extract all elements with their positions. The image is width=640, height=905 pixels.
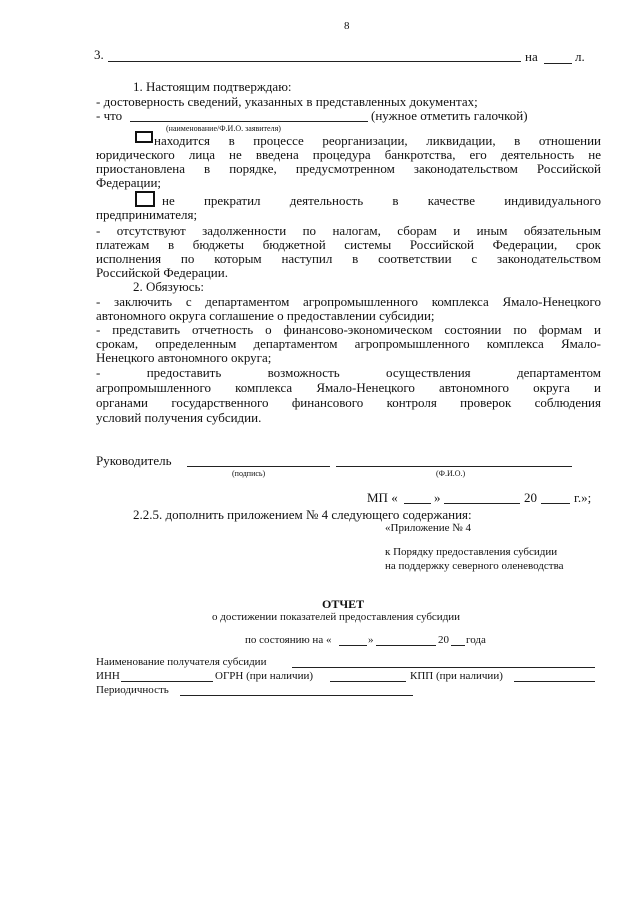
- confirm-chto: - что: [96, 108, 123, 123]
- report-day-close: »: [368, 634, 374, 646]
- confirm-heading: 1. Настоящим подтверждаю:: [133, 79, 292, 94]
- report-subtitle: о достижении показателей предоставления субсидии: [212, 611, 461, 623]
- kpp-line: [514, 681, 595, 682]
- option-entrepreneur-line2: предпринимателя;: [96, 207, 198, 222]
- option-reorganization-line3: приостановлена в порядке, предусмотренном законодательством Российской: [96, 161, 601, 176]
- option-entrepreneur-line1: не прекратил деятельность в качестве индивидуального: [162, 193, 601, 208]
- oblige-b1: - представить отчетность о финансово-экономическом состоянии по формам и: [96, 322, 601, 337]
- debt-line1: - отсутствуют задолженности по налогам, сборам и иным обязательным: [96, 223, 601, 238]
- date-year-prefix: 20: [524, 490, 537, 505]
- report-year: 20: [438, 634, 449, 646]
- report-month-line: [376, 645, 436, 646]
- date-day-line: [404, 503, 431, 504]
- oblige-a2: автономного округа соглашение о предоставлении субсидии;: [96, 308, 435, 323]
- debt-line2: платежам в бюджеты бюджетной системы Российской Федерации, срок: [96, 237, 601, 252]
- oblige-heading: 2. Обязуюсь:: [133, 279, 205, 294]
- option-reorganization-line4: Федерации;: [96, 175, 162, 190]
- signature-caption: (подпись): [232, 469, 266, 478]
- inn-label: ИНН: [96, 670, 120, 682]
- head-label: Руководитель: [96, 453, 172, 468]
- fio-caption: (Ф.И.О.): [436, 469, 466, 478]
- signature-line: [187, 466, 330, 467]
- item-3-number: 3.: [94, 47, 104, 62]
- appendix-ref2: на поддержку северного оленеводства: [385, 560, 564, 572]
- recipient-label: Наименование получателя субсидии: [96, 656, 267, 668]
- appendix-ref1: к Порядку предоставления субсидии: [385, 546, 558, 558]
- oblige-c3: органами государственного финансового контроля проверок соблюдения: [96, 395, 601, 410]
- checkbox-entrepreneur[interactable]: [135, 191, 155, 207]
- item-3-line: [108, 61, 521, 62]
- period-label: Периодичность: [96, 684, 169, 696]
- report-year-word: года: [466, 634, 486, 646]
- report-year-line: [451, 645, 465, 646]
- date-month-line: [444, 503, 520, 504]
- report-day-line: [339, 645, 367, 646]
- recipient-line: [292, 667, 595, 668]
- applicant-name-caption: (наименование/Ф.И.О. заявителя): [166, 124, 281, 133]
- page-number: 8: [344, 20, 350, 32]
- date-year-line: [541, 503, 570, 504]
- option-reorganization-line2: юридического лица не введена процедура банкротства, его деятельность не: [96, 147, 601, 162]
- mark-note: (нужное отметить галочкой): [371, 108, 528, 123]
- debt-line4: Российской Федерации.: [96, 265, 228, 280]
- option-reorganization-line1: находится в процессе реорганизации, ликвидации, в отношении: [154, 133, 601, 148]
- kpp-label: КПП (при наличии): [410, 670, 503, 682]
- ogrn-label: ОГРН (при наличии): [215, 670, 314, 682]
- amendment-text: 2.2.5. дополнить приложением № 4 следующего содержания:: [133, 507, 472, 522]
- oblige-c1: - предоставить возможность осуществления департаментом: [96, 365, 601, 380]
- confirm-authenticity: - достоверность сведений, указанных в представленных документах;: [96, 94, 478, 109]
- item-3-sheets-line: [544, 63, 572, 64]
- period-line: [180, 695, 413, 696]
- mp-label: МП «: [367, 490, 398, 505]
- checkbox-reorganization[interactable]: [135, 131, 153, 143]
- oblige-b2: срокам, определенным департаментом агропромышленного комплекса Ямало-: [96, 336, 601, 351]
- appendix-title: «Приложение № 4: [385, 522, 472, 534]
- oblige-c4: условий получения субсидии.: [96, 410, 262, 425]
- item-3-l: л.: [575, 49, 585, 64]
- debt-line3: исполнения по которым наступил в соответствии с законодательством: [96, 251, 601, 266]
- oblige-b3: Ненецкого автономного округа;: [96, 350, 272, 365]
- report-title: ОТЧЕТ: [322, 597, 365, 611]
- oblige-c2: агропромышленного комплекса Ямало-Ненецкого автономного округа и: [96, 380, 601, 395]
- inn-line: [121, 681, 213, 682]
- date-year-suffix: г.»;: [574, 490, 592, 505]
- item-3-na: на: [525, 49, 538, 64]
- oblige-a1: - заключить с департаментом агропромышленного комплекса Ямало-Ненецкого: [96, 294, 601, 309]
- ogrn-line: [330, 681, 406, 682]
- report-as-of: по состоянию на «: [245, 634, 332, 646]
- fio-line: [336, 466, 572, 467]
- applicant-name-line: [130, 121, 368, 122]
- date-day-close: »: [434, 490, 441, 505]
